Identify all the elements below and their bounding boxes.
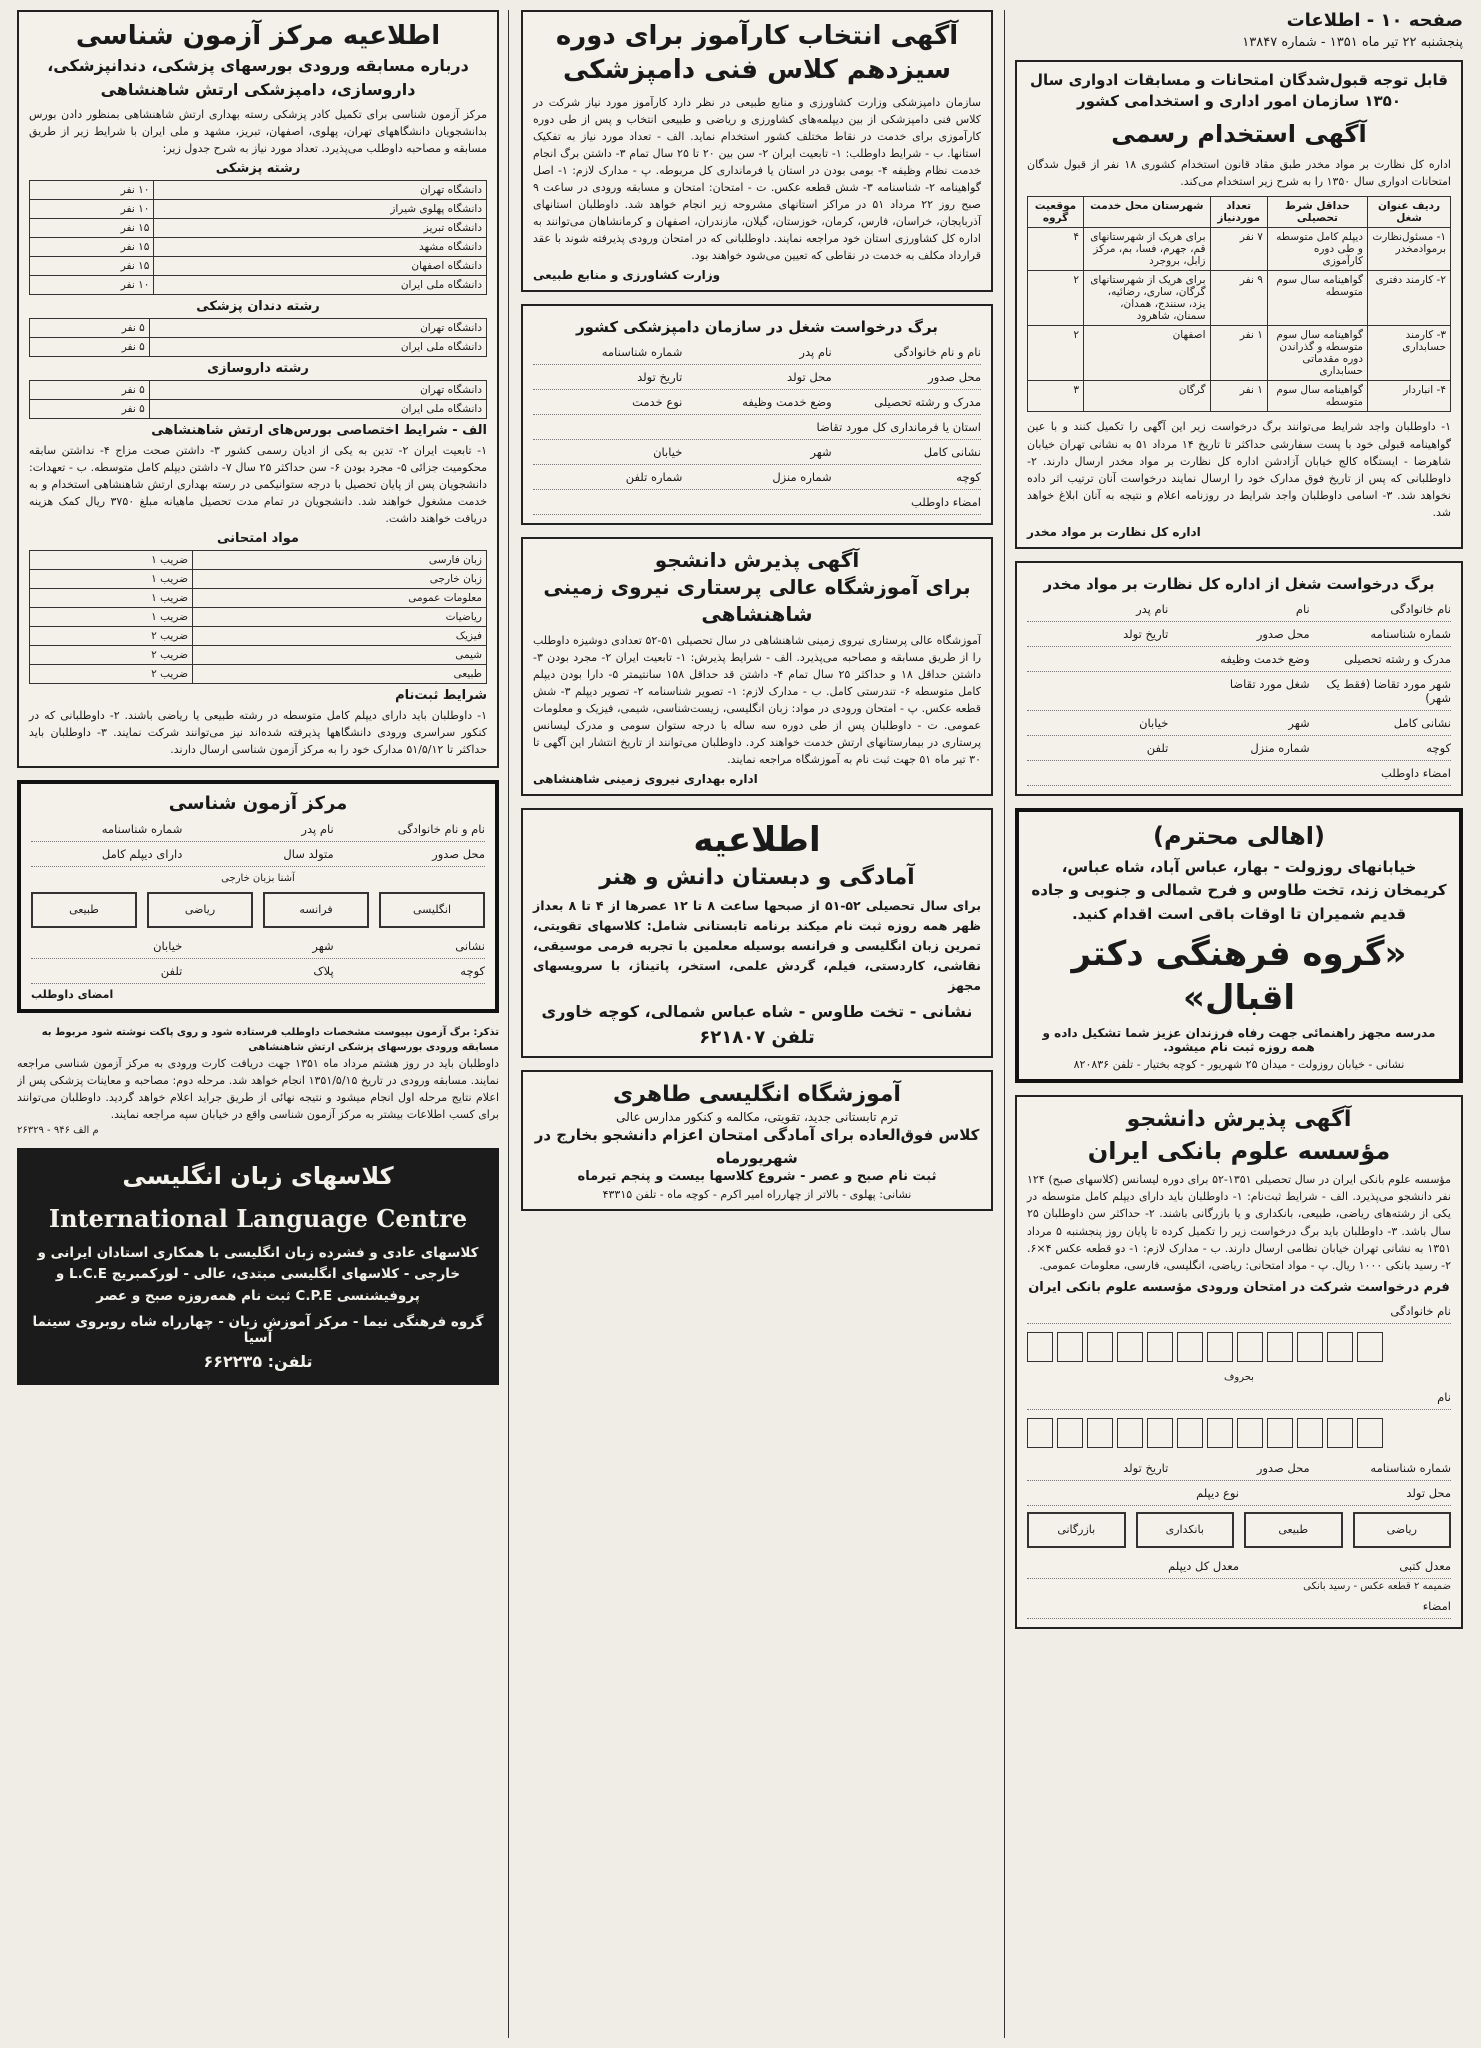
exam-registration-form	[17, 780, 499, 1012]
table-row: دانشگاه ملی ایران ۵ نفر	[30, 399, 487, 418]
bank-title-1: آگهی پذیرش دانشجو	[1126, 1107, 1352, 1133]
exam-subtitle: درباره مسابقه ورودی بورسهای پزشکی، دندانپزشکی، داروسازی، دامپزشکی ارتش شاهنشاهی	[47, 55, 469, 99]
letters-hint: بحروف	[1224, 1371, 1254, 1383]
table-header: ردیف عنوان شغل	[1368, 197, 1451, 228]
employment-notice	[1015, 60, 1463, 549]
form-title: مرکز آزمون شناسی	[168, 793, 348, 815]
form-title: برگ درخواست شغل از اداره کل نظارت بر مواد مخدر	[1043, 574, 1435, 593]
form-row: مدرک و رشته تحصیلی وضع خدمت وظیفه	[1027, 647, 1451, 672]
form-row: نام و نام خانوادگی نام پدر شماره شناسنامه	[31, 817, 485, 842]
exam-title: اطلاعیه مرکز آزمون شناسی	[75, 21, 441, 51]
registration-title: شرایط ثبت‌نام	[395, 688, 487, 704]
vet-sign: وزارت کشاورزی و منابع طبیعی	[533, 268, 721, 283]
column-left	[17, 10, 499, 2038]
bank-body: مؤسسه علوم بانکی ایران در سال تحصیلی ۱۳۵۱-۵۲ برای دوره لیسانس (کلاسهای صبح) ۱۲۴ نفر دانشجو می‌پذیرد. الف - شرایط ثبت‌نام: ۱- داوطلبان باید دارای دیپلم کامل متوسطه در یکی از رشته‌های ریاضی، طبیعی، بانکداری و یا بازرگانی باشند. ۲- حداکثر سن داوطلبان ۲۵ سال باشد. ۳- داوطلبان باید برگ درخواست زیر را تکمیل کرده تا پایان روز پنجشنبه ۵ مرداد ۱۳۵۱ به نشانی تهران خیابان نظامی ارسال دارند. ب - مدارک لازم: ۱- دو قطعه عکس ۴×۶. ۲- رسید بانکی ۱۰۰۰ ریال. پ - مواد امتحانی: ریاضی، انگلیسی، فارسی، معلومات عمومی.	[1027, 1173, 1452, 1272]
table-row: ۱- مسئول‌نظارت برموادمخدر دیپلم کامل متوسطه و طی دوره کارآموزی ۷ نفر برای هریک از شهرستانهای قم، جهرم، فسا، بم، مرکز زابل، بروجرد ۴	[1028, 228, 1451, 271]
info-title: اطلاعیه	[693, 820, 821, 861]
page-header	[1015, 10, 1463, 50]
taheri-ad	[521, 1070, 993, 1211]
form-row: شماره شناسنامه محل صدور تاریخ تولد	[1027, 1456, 1451, 1481]
job-application-form	[1015, 561, 1463, 796]
nurse-body: آموزشگاه عالی پرستاری نیروی زمینی شاهنشاهی در سال تحصیلی ۵۱-۵۲ تعدادی دوشیزه داوطلب را از طریق مسابقه و مصاحبه می‌پذیرد. الف - شرایط پذیرش: ۱- تابعیت ایران ۲- مجرد بودن ۳- داشتن حداقل ۱۸ و حداکثر ۲۵ سال تمام ۴- داشتن قد حداقل ۱۵۸ سانتیمتر ۵- دارا بودن دیپلم کامل متوسطه ۶- تندرستی کامل. ب - مدارک لازم: ۱- تصویر شناسنامه ۲- تصویر دیپلم ۳- شش قطعه عکس. پ - امتحان ورودی در مواد: زبان انگلیسی، زیست‌شناسی، شیمی، فیزیک و معلومات عمومی. ت - داوطلبان پس از طی دوره سه ساله با درجه ستوان سومی و مدرک لیسانس پرستاری در بیمارستانهای ارتش خدمت خواهند کرد. داوطلبان می‌توانند از تاریخ انتشار این آگهی تا ۳۰ تیر ماه ۵۱ جهت ثبت نام به آموزشگاه مراجعه نمایند.	[533, 634, 982, 767]
form-row: نام و نام خانوادگی نام پدر شماره شناسنامه	[533, 340, 981, 365]
pharmacy-quota-table	[29, 380, 487, 419]
diploma-option[interactable]: بانکداری	[1136, 1512, 1235, 1548]
exam-intro: مرکز آزمون شناسی برای تکمیل کادر پزشکی رسته بهداری ارتش شاهنشاهی بمنظور دادن بورس بدانشجویان دانشگاههای تهران، پهلوی، اصفهان، تبریز، مشهد و ملی ایران با شرایط زیر از طریق مسابقه و مصاحبه داوطلب می‌پذیرد. تعداد مورد نیاز به شرح جدول زیر:	[29, 107, 487, 155]
taheri-line-2: کلاس فوق‌العاده برای آمادگی امتحان اعزام دانشجو بخارج در شهریورماه	[534, 1126, 980, 1167]
notice-intro: اداره کل نظارت بر مواد مخدر طبق مقاد قانون استخدام کشوری ۱۸ نفر از قبول شدگان امتحانات ادواری سال ۱۳۵۰ را به شرح زیر استخدام می‌کند.	[1027, 158, 1451, 189]
vet-title-1: آگهی انتخاب کارآموز برای دوره	[555, 21, 959, 51]
taheri-address: نشانی: پهلوی - بالاتر از چهارراه امیر اکرم - کوچه ماه - تلفن ۴۳۳۱۵	[602, 1188, 912, 1201]
table-row: دانشگاه تهران ۱۰ نفر	[30, 180, 487, 199]
form-row: امضاء	[1027, 1594, 1451, 1619]
vet-ad	[521, 10, 993, 292]
table-row: ۴- انباردار گواهینامه سال سوم متوسطه ۱ نفر گرگان ۳	[1028, 381, 1451, 412]
table-header: تعداد موردنیاز	[1210, 197, 1267, 228]
exam-code: م الف ۹۴۶ - ۲۶۳۲۹	[17, 1124, 99, 1136]
ahali-greeting: (اهالی محترم)	[1153, 821, 1325, 850]
nurse-sign: اداره بهداری نیروی زمینی شاهنشاهی	[533, 772, 758, 787]
form-row: مدرک و رشته تحصیلی وضع خدمت وظیفه نوع خدمت	[533, 390, 981, 415]
table-row: ریاضیات ضریب ۱	[30, 608, 487, 627]
info-address: نشانی - تخت طاوس - شاه عباس شمالی، کوچه خاوری	[541, 1002, 973, 1022]
table-row: دانشگاه ملی ایران ۱۰ نفر	[30, 275, 487, 294]
med-title: رشته پزشکی	[215, 160, 301, 176]
form-row: کوچه شماره منزل شماره تلفن	[533, 465, 981, 490]
lang-body: کلاسهای عادی و فشرده زبان انگلیسی با همکاری استادان ایرانی و خارجی - کلاسهای انگلیسی مبتدی، عالی - لورکمبریج L.C.E و پروفیشنسی C.P.E ثبت نام همه‌روزه صبح و عصر	[37, 1244, 479, 1304]
diploma-type-boxes	[1027, 1512, 1451, 1548]
dentistry-quota-table	[29, 318, 487, 357]
letter-boxes[interactable]	[1027, 1418, 1451, 1448]
notice-lead: قابل توجه قبول‌شدگان امتحانات و مسابقات ادواری سال ۱۳۵۰ سازمان امور اداری و استخدامی کشور	[1030, 71, 1448, 110]
diploma-option[interactable]: ریاضی	[1353, 1512, 1452, 1548]
column-rule	[1004, 10, 1005, 2038]
nurse-title-1: آگهی پذیرش دانشجو	[654, 548, 860, 573]
form-title: برگ درخواست شغل در سازمان دامپزشکی کشور	[576, 318, 938, 337]
vet-application-form	[521, 304, 993, 525]
table-row: معلومات عمومی ضریب ۱	[30, 589, 487, 608]
page-number: صفحه ۱۰ - اطلاعات	[1286, 10, 1463, 31]
notice-body: ۱- داوطلبان واجد شرایط می‌توانند برگ درخواست زیر این آگهی را تکمیل کنند و با عین گواهینامه قبولی خود با پست سفارشی حداکثر تا تاریخ ۱۴ مرداد ۵۱ به نشانی تهران خیابان شاهرضا - ایستگاه کالج خیابان آزادشن اداره کل نظارت بر مواد مخدر ارسال دارند. ۲- داوطلبانی که پس از تاریخ فوق مدارک خود را ارسال نمایند درخواست آنان ترتیب اثر داده نخواهد شد. ۳- اسامی داوطلبان واجد شرایط در روزنامه اعلام و نتیجه به آنان ابلاغ خواهد شد.	[1027, 420, 1451, 519]
table-row: زبان فارسی ضریب ۱	[30, 551, 487, 570]
info-phone: تلفن ۶۲۱۸۰۷	[699, 1027, 815, 1049]
column-right	[1015, 10, 1463, 2038]
table-row: زبان خارجی ضریب ۱	[30, 570, 487, 589]
taheri-line-3: ثبت نام صبح و عصر - شروع کلاسها بیست و پنجم تیرماه	[577, 1169, 937, 1184]
taheri-title: آموزشگاه انگلیسی طاهری	[613, 1082, 901, 1108]
table-row: طبیعی ضریب ۲	[30, 665, 487, 684]
column-rule	[508, 10, 509, 2038]
lang-latin-name: International Language Centre	[48, 1203, 468, 1233]
taheri-line-1: ترم تابستانی جدید، تقویتی، مکالمه و کنکور مدارس عالی	[616, 1110, 898, 1124]
option-box[interactable]: طبیعی	[31, 892, 137, 928]
form-row: محل صدور محل تولد تاریخ تولد	[533, 365, 981, 390]
conditions-body: ۱- تابعیت ایران ۲- تدین به یکی از ادیان رسمی کشور ۳- داشتن صحت مزاج ۴- نداشتن سابقه محکومیت جزائی ۵- مجرد بودن ۶- سن حداکثر ۲۵ سال ۷- داشتن دیپلم کامل متوسطه. ب - تعهدات: دانشجویان پس از پایان تحصیل با درجه ستوانیکمی در رسته بهداری ارتش شاهنشاهی استخدام و به خدمت مشغول خواهند شد. دانشجویان در تمام مدت تحصیل ماهیانه مبلغ ۳۷۵۰ ریال کمک هزینه دریافت خواهند داشت.	[29, 443, 488, 526]
table-header: موقعیت گروه	[1028, 197, 1084, 228]
form-row: نام خانوادگی	[1027, 1299, 1451, 1324]
subjects-table	[29, 550, 487, 684]
lang-phone: تلفن: ۶۶۲۲۳۵	[203, 1351, 313, 1371]
ahali-ad	[1015, 808, 1463, 1084]
bank-note: ضمیمه ۲ قطعه عکس - رسید بانکی	[1303, 1580, 1451, 1592]
form-row: شماره شناسنامه محل صدور تاریخ تولد	[1027, 622, 1451, 647]
pharm-title: رشته داروسازی	[207, 360, 309, 376]
dent-title: رشته دندان پزشکی	[196, 298, 320, 314]
table-row: شیمی ضریب ۲	[30, 646, 487, 665]
vet-body: سازمان دامپزشکی وزارت کشاورزی و منابع طبیعی در نظر دارد کارآموز مورد نیاز شرکت در کلاس فنی دامپزشکی از بین دیپلمه‌های کشاورزی و ریاضی و طبیعی انتخاب و پس از طی دوره کارآموزی برای خدمت در نقاط مختلف کشور استخدام نماید. الف - تعداد مورد نیاز به تفکیک استانها. ب - شرایط داوطلب: ۱- تابعیت ایران ۲- سن بین ۲۰ تا ۲۵ سال تمام ۳- داشتن برگ انجام خدمت نظام وظیفه ۴- بومی بودن در استان یا فرمانداری کل مربوطه. پ - مدارک لازم: ۱- اصل گواهینامه ۲- شناسنامه ۳- شش قطعه عکس. ت - امتحان: امتحان و مسابقه ورودی در ساعت ۹ صبح روز ۲۲ مرداد ۵۱ در مراکز استانهای مشروحه زیر انجام خواهد شد. داوطلبان استانهای آذربایجان، خراسان، فارس، کرمان، خوزستان، گیلان، مازندران، اصفهان و کرمانشاهان می‌توانند به اداره کل کشاورزی استان خود مراجعه نمایند. داوطلبانی که در امتحان ورودی پذیرفته شوند با عقد قرارداد مکلف به خدمت در نقاطی که تعیین می‌شود خواهند بود.	[533, 95, 982, 263]
table-header: حداقل شرط تحصیلی	[1267, 197, 1367, 228]
bank-form-title: فرم درخواست شرکت در امتحان ورودی مؤسسه علوم بانکی ایران	[1028, 1279, 1450, 1295]
bank-title-2: مؤسسه علوم بانکی ایران	[1087, 1136, 1391, 1165]
lang-title: آشنا بزبان خارجی	[221, 872, 295, 884]
exam-notes	[17, 1025, 499, 1138]
conditions-title: الف - شرایط اختصاصی بورس‌های ارتش شاهنشاهی	[151, 422, 487, 438]
table-row: دانشگاه اصفهان ۱۵ نفر	[30, 256, 487, 275]
info-body: برای سال تحصیلی ۵۲-۵۱ از صبحها ساعت ۸ تا ۱۲ عصرها از ۴ تا ۸ بعداز ظهر همه روزه ثبت نام میکند برنامه تابستانی شامل: کلاسهای تقویتی، تمرین زبان انگلیسی و فرانسه بوسیله معلمین با تجربه فرمی موسیقی، نقاشی، کاردستی، فیلم، گردش علمی، استخر، پاتیناژ، با سرویسهای مجهز	[533, 898, 982, 994]
notice-sign: اداره کل نظارت بر مواد مخدر	[1027, 524, 1201, 539]
form-sign[interactable]: امضای داوطلب	[31, 987, 114, 1001]
option-box[interactable]: فرانسه	[263, 892, 369, 928]
form-row: نشانی کامل شهر خیابان	[533, 440, 981, 465]
diploma-option[interactable]: طبیعی	[1244, 1512, 1343, 1548]
nurse-title-2: برای آموزشگاه عالی پرستاری نیروی زمینی شاهنشاهی	[543, 575, 971, 627]
ahali-desc: مدرسه مجهز راهنمائی جهت رفاه فرزندان عزیز شما تشکیل داده و همه روزه ثبت نام میشود.	[1042, 1026, 1436, 1055]
nursing-ad	[521, 537, 993, 796]
registration-body: ۱- داوطلبان باید دارای دیپلم کامل متوسطه در رشته طبیعی یا ریاضی باشند. ۲- داوطلبانی که در کنکور سراسری ورودی دانشگاهها پذیرفته شده‌اند نیز می‌توانند شرکت نمایند. ۳- داوطلبان باید حداکثر تا ۵۱/۵/۱۲ مدارک خود را به مرکز آزمون شناسی ارسال دارند.	[29, 709, 487, 757]
letter-boxes[interactable]	[1027, 1332, 1451, 1362]
diploma-option[interactable]: بازرگانی	[1027, 1512, 1126, 1548]
lang-address: گروه فرهنگی نیما - مرکز آموزش زبان - چهارراه شاه روبروی سینما آسیا	[32, 1313, 484, 1346]
table-header: شهرستان محل خدمت	[1084, 197, 1210, 228]
option-box[interactable]: انگلیسی	[379, 892, 485, 928]
form-row: معدل کتبی معدل کل دیپلم	[1027, 1554, 1451, 1579]
form-row: نام خانوادگی نام نام پدر	[1027, 597, 1451, 622]
form-row: کوچه شماره منزل تلفن	[1027, 736, 1451, 761]
form-row: نام	[1027, 1385, 1451, 1410]
subjects-title: مواد امتحانی	[217, 531, 299, 547]
form-row: نشانی کامل شهر خیابان	[1027, 711, 1451, 736]
positions-table	[1027, 196, 1451, 412]
form-row: نشانی شهر خیابان	[31, 934, 485, 959]
form-row: امضاء داوطلب	[533, 490, 981, 515]
form-row: محل تولد نوع دیپلم	[1027, 1481, 1451, 1506]
ahali-brand: «گروه فرهنگی دکتر اقبال»	[1071, 933, 1407, 1019]
medicine-quota-table	[29, 180, 487, 295]
column-middle	[521, 10, 993, 2038]
ahali-address: نشانی - خیابان روزولت - میدان ۲۵ شهریور - کوچه بختیار - تلفن ۸۲۰۸۳۶	[1073, 1058, 1405, 1072]
table-row: فیزیک ضریب ۲	[30, 627, 487, 646]
option-box[interactable]: ریاضی	[147, 892, 253, 928]
table-row: دانشگاه تبریز ۱۵ نفر	[30, 218, 487, 237]
table-row: دانشگاه تهران ۵ نفر	[30, 380, 487, 399]
form-row: کوچه پلاک تلفن	[31, 959, 485, 984]
bank-admission-ad	[1015, 1095, 1463, 1628]
lang-title: کلاسهای زبان انگلیسی	[122, 1161, 394, 1190]
notice-title: آگهی استخدام رسمی	[1111, 120, 1367, 148]
school-info-ad	[521, 808, 993, 1058]
form-row: شهر مورد تقاضا (فقط یک شهر) شغل مورد تقاضا	[1027, 672, 1451, 711]
ahali-streets: خیابانهای روزولت - بهار، عباس آباد، شاه عباس، کریمخان زند، تخت طاوس و فرح شمالی و جنوبی و جاده قدیم شمیران تا اوقات باقی است اقدام کنید.	[1031, 858, 1447, 923]
table-row: دانشگاه پهلوی شیراز ۱۰ نفر	[30, 199, 487, 218]
exam-note: تذکر: برگ آزمون بپیوست مشخصات داوطلب فرستاده شود و روی پاکت نوشته شود مربوط به مسابقه ورودی بورسهای پزشکی ارتش شاهنشاهی	[41, 1026, 499, 1053]
language-centre-ad	[17, 1148, 499, 1385]
table-row: دانشگاه ملی ایران ۵ نفر	[30, 337, 487, 356]
vet-title-2: سیزدهم کلاس فنی دامپزشکی	[562, 54, 952, 85]
form-row: محل صدور متولد سال دارای دیپلم کامل	[31, 842, 485, 867]
form-row: امضاء داوطلب	[1027, 761, 1451, 786]
table-row: دانشگاه تهران ۵ نفر	[30, 318, 487, 337]
form-row: استان یا فرمانداری کل مورد تقاضا	[533, 415, 981, 440]
table-row: دانشگاه مشهد ۱۵ نفر	[30, 237, 487, 256]
table-row: ۳- کارمند حسابداری گواهینامه سال سوم متوسطه و گذراندن دوره مقدماتی حسابداری ۱ نفر اصفهان ۲	[1028, 326, 1451, 381]
exam-center-notice	[17, 10, 499, 768]
table-row: ۲- کارمند دفتری گواهینامه سال سوم متوسطه ۹ نفر برای هریک از شهرستانهای گرگان، ساری، رضائیه، یزد، سنندج، همدان، سمنان، شاهرود ۲	[1028, 271, 1451, 326]
exam-note-body: داوطلبان باید در روز هشتم مرداد ماه ۱۳۵۱ جهت دریافت کارت ورودی به مرکز آزمون شناسی مراجعه نمایند. مسابقه ورودی در تاریخ ۱۳۵۱/۵/۱۵ انجام خواهد شد. مرحله دوم: مصاحبه و معاینات پزشکی پس از اعلام نتایج مرحله اول انجام میشود و نتیجه نهائی از طریق جراید اعلام خواهد گردید. داوطلبان می‌توانند برای کسب اطلاعات بیشتر به مرکز آزمون شناسی واقع در خیابان سپه مراجعه نمایند.	[17, 1056, 499, 1121]
issue-date: پنجشنبه ۲۲ تیر ماه ۱۳۵۱ - شماره ۱۳۸۴۷	[1242, 35, 1463, 50]
language-boxes	[31, 892, 485, 928]
info-subtitle: آمادگی و دبستان دانش و هنر	[599, 864, 915, 890]
